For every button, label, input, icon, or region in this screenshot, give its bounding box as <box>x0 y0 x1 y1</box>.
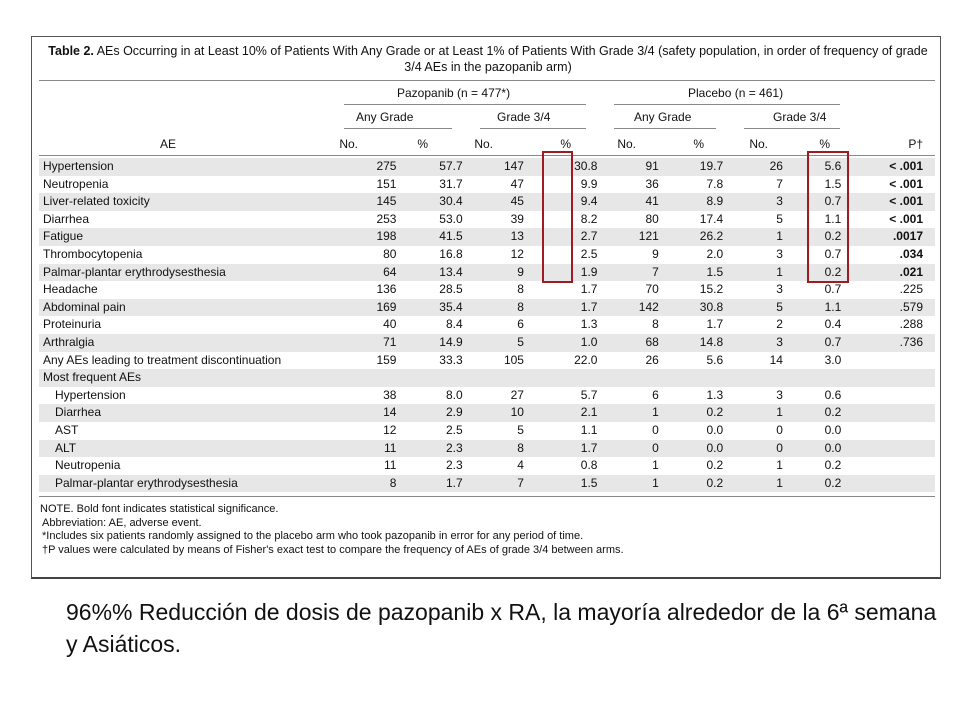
count-cell: 136 <box>376 282 397 297</box>
note-line: Abbreviation: AE, adverse event. <box>42 516 202 529</box>
ae-name: Palmar-plantar erythrodysesthesia <box>39 475 354 493</box>
p-value-cell <box>841 404 935 422</box>
count-cell: 1 <box>776 458 783 473</box>
ae-name: Abdominal pain <box>39 299 354 317</box>
percent-cell: 1.9 <box>524 264 598 282</box>
p-value-cell <box>841 475 935 493</box>
header-pct: % <box>560 137 571 151</box>
percent-cell: 19.7 <box>659 158 723 176</box>
table-row <box>39 176 935 194</box>
count-cell: 1 <box>723 264 783 282</box>
table-row <box>39 334 935 352</box>
count-cell: 68 <box>597 334 658 352</box>
table-notes <box>40 503 624 557</box>
count-cell: 3 <box>723 193 783 211</box>
count-cell: 121 <box>597 228 658 246</box>
count-cell: 11 <box>384 458 397 473</box>
count-cell: 64 <box>354 264 396 282</box>
percent-cell: 8.2 <box>580 211 598 226</box>
percent-cell: 14.9 <box>396 334 462 352</box>
percent-cell: 0.4 <box>824 317 842 332</box>
header-no: No. <box>749 137 768 151</box>
percent-cell: 28.5 <box>439 282 463 297</box>
count-cell: 8 <box>354 475 396 493</box>
ae-name: Diarrhea <box>39 404 354 422</box>
count-cell: 105 <box>503 352 524 367</box>
percent-cell: 30.8 <box>659 299 723 317</box>
percent-cell: 0.7 <box>783 193 841 211</box>
percent-cell: 0.2 <box>783 228 841 246</box>
count-cell: 11 <box>354 440 396 458</box>
count-cell: 198 <box>354 228 396 246</box>
table-row <box>39 193 935 211</box>
header-divider <box>39 155 935 156</box>
p-value-cell <box>841 457 935 475</box>
table-row <box>39 299 935 317</box>
count-cell <box>597 369 658 387</box>
p-value-cell: < .001 <box>889 176 923 191</box>
table-row <box>39 246 935 264</box>
ae-name: Diarrhea <box>43 211 90 226</box>
count-cell: 0 <box>776 422 783 437</box>
percent-cell: 26.2 <box>659 228 723 246</box>
percent-cell <box>783 369 841 387</box>
percent-cell: 8.0 <box>445 387 463 402</box>
count-cell <box>723 369 783 387</box>
caption-label: Table 2. <box>48 44 94 58</box>
p-value-cell: < .001 <box>889 211 923 226</box>
percent-cell: 1.1 <box>580 422 598 437</box>
count-cell: 7 <box>597 264 658 282</box>
count-cell: 40 <box>383 317 397 332</box>
p-value-cell <box>841 387 935 405</box>
percent-cell: 1.3 <box>706 387 724 402</box>
count-cell: 5 <box>776 211 783 226</box>
percent-cell: 0.7 <box>783 334 841 352</box>
percent-cell: 33.3 <box>439 352 463 367</box>
percent-cell: 1.7 <box>524 299 598 317</box>
count-cell <box>354 369 396 387</box>
count-cell: 47 <box>510 176 524 191</box>
percent-cell: 5.6 <box>783 158 841 176</box>
percent-cell: 2.5 <box>580 246 598 261</box>
percent-cell: 3.0 <box>824 352 842 367</box>
percent-cell: 2.1 <box>524 404 598 422</box>
count-cell: 6 <box>517 317 524 332</box>
p-value-cell: < .001 <box>841 158 935 176</box>
caption-divider <box>39 80 935 81</box>
percent-cell: 2.7 <box>524 228 598 246</box>
count-cell: 3 <box>723 334 783 352</box>
percent-cell: 0.0 <box>659 440 723 458</box>
p-value-cell: .225 <box>899 282 923 297</box>
header-pct: % <box>819 137 830 151</box>
ae-name: Any AEs leading to treatment discontinuation <box>43 352 282 367</box>
count-cell: 7 <box>463 475 524 493</box>
rule-plc-g34 <box>744 128 840 129</box>
ae-name: Hypertension <box>39 158 354 176</box>
ae-name: Palmar-plantar erythrodysesthesia <box>39 264 354 282</box>
count-cell: 159 <box>376 352 397 367</box>
count-cell: 8 <box>463 299 524 317</box>
percent-cell: 1.1 <box>783 299 841 317</box>
ae-name: Neutropenia <box>55 458 121 473</box>
count-cell: 5 <box>463 334 524 352</box>
ae-name: Arthralgia <box>39 334 354 352</box>
percent-cell: 0.0 <box>706 422 724 437</box>
table-row <box>39 387 935 405</box>
percent-cell: 0.6 <box>824 387 842 402</box>
count-cell <box>463 369 524 387</box>
count-cell: 142 <box>597 299 658 317</box>
header-placebo: Placebo (n = 461) <box>688 86 784 100</box>
percent-cell: 0.7 <box>824 246 842 261</box>
percent-cell: 1.0 <box>524 334 598 352</box>
ae-name: Thrombocytopenia <box>43 246 143 261</box>
percent-cell: 1.7 <box>706 317 724 332</box>
percent-cell: 1.5 <box>659 264 723 282</box>
percent-cell: 2.9 <box>396 404 462 422</box>
percent-cell: 9.9 <box>580 176 598 191</box>
table-row <box>39 440 935 458</box>
count-cell: 5 <box>723 299 783 317</box>
p-value-cell: .0017 <box>841 228 935 246</box>
header-paz-any: Any Grade <box>356 110 414 124</box>
count-cell: 1 <box>597 475 658 493</box>
count-cell: 13 <box>463 228 524 246</box>
notes-divider <box>39 496 935 497</box>
p-value-cell <box>841 369 935 387</box>
percent-cell: 1.1 <box>824 211 842 226</box>
percent-cell: 1.7 <box>524 440 598 458</box>
header-plc-any: Any Grade <box>634 110 692 124</box>
slide-summary-text: 96%% Reducción de dosis de pazopanib x RA, la mayoría alrededor de la 6ª semana y Asiáticos. <box>66 599 937 657</box>
p-value-cell <box>841 422 935 440</box>
count-cell: 38 <box>383 387 397 402</box>
count-cell: 145 <box>354 193 396 211</box>
count-cell: 12 <box>383 422 397 437</box>
p-value-cell: < .001 <box>841 193 935 211</box>
percent-cell: 0.2 <box>783 475 841 493</box>
rule-placebo <box>614 104 840 105</box>
table-row <box>39 281 935 299</box>
note-line: NOTE. Bold font indicates statistical significance. <box>40 503 279 515</box>
header-ae: AE <box>160 137 177 151</box>
count-cell: 0 <box>597 440 658 458</box>
percent-cell: 31.7 <box>439 176 463 191</box>
percent-cell: 0.0 <box>783 440 841 458</box>
count-cell: 1 <box>723 228 783 246</box>
count-cell: 1 <box>652 458 659 473</box>
table-frame <box>31 36 941 579</box>
count-cell: 3 <box>776 246 783 261</box>
highlight-box-placebo-grade34-pct <box>807 151 849 283</box>
table-row <box>39 475 935 493</box>
header-plc-g34: Grade 3/4 <box>773 110 827 124</box>
count-cell: 3 <box>776 282 783 297</box>
percent-cell <box>396 369 462 387</box>
count-cell: 8 <box>463 440 524 458</box>
ae-name: Headache <box>43 282 98 297</box>
count-cell: 36 <box>645 176 659 191</box>
percent-cell: 2.3 <box>445 458 463 473</box>
percent-cell: 1.7 <box>580 282 598 297</box>
percent-cell: 0.2 <box>659 404 723 422</box>
table-row <box>39 422 935 440</box>
count-cell: 5 <box>517 422 524 437</box>
percent-cell: 0.7 <box>824 282 842 297</box>
highlight-box-pazopanib-grade34-pct <box>542 151 573 283</box>
p-value-cell: .288 <box>899 317 923 332</box>
table-row <box>39 158 935 176</box>
table-row <box>39 316 935 334</box>
count-cell: 45 <box>463 193 524 211</box>
header-paz-g34: Grade 3/4 <box>497 110 551 124</box>
note-line: †P values were calculated by means of Fisher's exact test to compare the frequency of AEs of grade 3/4 between arms. <box>42 543 624 556</box>
p-value-cell: .034 <box>899 246 923 261</box>
percent-cell: 15.2 <box>699 282 724 297</box>
count-cell: 91 <box>597 158 658 176</box>
percent-cell: 30.8 <box>524 158 598 176</box>
count-cell: 169 <box>354 299 396 317</box>
count-cell: 8 <box>517 282 524 297</box>
percent-cell: 1.7 <box>396 475 462 493</box>
count-cell: 1 <box>597 404 658 422</box>
count-cell: 70 <box>645 282 659 297</box>
percent-cell: 0.8 <box>580 458 598 473</box>
count-cell: 12 <box>510 246 524 261</box>
percent-cell: 0.2 <box>783 264 841 282</box>
p-value-cell: .579 <box>841 299 935 317</box>
count-cell: 7 <box>776 176 783 191</box>
count-cell: 9 <box>652 246 659 261</box>
p-value-cell <box>841 352 935 370</box>
count-cell: 151 <box>376 176 397 191</box>
percent-cell: 5.6 <box>706 352 724 367</box>
count-cell: 26 <box>645 352 659 367</box>
p-value-cell: .021 <box>841 264 935 282</box>
rule-plc-any <box>614 128 716 129</box>
count-cell: 8 <box>652 317 659 332</box>
ae-name: Hypertension <box>55 387 126 402</box>
count-cell: 3 <box>776 387 783 402</box>
ae-name: ALT <box>39 440 354 458</box>
percent-cell: 0.0 <box>824 422 842 437</box>
count-cell: 0 <box>723 440 783 458</box>
count-cell: 2 <box>776 317 783 332</box>
rule-pazopanib <box>344 104 586 105</box>
count-cell: 71 <box>354 334 396 352</box>
table-row <box>39 352 935 370</box>
table-row <box>39 211 935 229</box>
percent-cell: 8.4 <box>445 317 463 332</box>
percent-cell: 57.7 <box>396 158 462 176</box>
percent-cell: 7.8 <box>706 176 724 191</box>
count-cell: 14 <box>354 404 396 422</box>
count-cell: 0 <box>652 422 659 437</box>
count-cell: 253 <box>376 211 397 226</box>
note-line: *Includes six patients randomly assigned to the placebo arm who took pazopanib in error for any period of time. <box>42 530 584 542</box>
rule-paz-any <box>344 128 452 129</box>
count-cell: 80 <box>383 246 397 261</box>
percent-cell <box>659 369 723 387</box>
percent-cell: 1.5 <box>824 176 842 191</box>
percent-cell: 13.4 <box>396 264 462 282</box>
percent-cell: 1.5 <box>524 475 598 493</box>
count-cell: 39 <box>510 211 524 226</box>
percent-cell <box>524 369 598 387</box>
header-p: P† <box>908 137 923 151</box>
count-cell: 10 <box>463 404 524 422</box>
ae-name: Most frequent AEs <box>39 369 354 387</box>
table-caption <box>40 43 936 75</box>
table-row <box>39 404 935 422</box>
count-cell: 4 <box>517 458 524 473</box>
ae-name: Proteinuria <box>43 317 102 332</box>
count-cell: 41 <box>597 193 658 211</box>
header-pct: % <box>417 137 428 151</box>
percent-cell: 5.7 <box>580 387 598 402</box>
header-no: No. <box>617 137 636 151</box>
count-cell: 14 <box>769 352 783 367</box>
count-cell: 1 <box>723 475 783 493</box>
percent-cell: 35.4 <box>396 299 462 317</box>
table-row <box>39 264 935 282</box>
count-cell: 27 <box>510 387 524 402</box>
p-value-cell: .736 <box>841 334 935 352</box>
count-cell: 147 <box>463 158 524 176</box>
header-no: No. <box>474 137 493 151</box>
percent-cell: 9.4 <box>524 193 598 211</box>
percent-cell: 30.4 <box>396 193 462 211</box>
percent-cell: 22.0 <box>574 352 598 367</box>
ae-table <box>39 158 935 492</box>
header-pct: % <box>693 137 704 151</box>
percent-cell: 14.8 <box>659 334 723 352</box>
count-cell: 26 <box>723 158 783 176</box>
percent-cell: 0.2 <box>824 458 842 473</box>
percent-cell: 0.2 <box>783 404 841 422</box>
count-cell: 1 <box>723 404 783 422</box>
header-pazopanib: Pazopanib (n = 477*) <box>397 86 511 100</box>
ae-name: Fatigue <box>39 228 354 246</box>
count-cell: 275 <box>354 158 396 176</box>
count-cell: 80 <box>645 211 659 226</box>
percent-cell: 41.5 <box>396 228 462 246</box>
percent-cell: 17.4 <box>699 211 724 226</box>
percent-cell: 8.9 <box>659 193 723 211</box>
percent-cell: 0.2 <box>659 475 723 493</box>
percent-cell: 0.2 <box>706 458 724 473</box>
ae-name: Neutropenia <box>43 176 109 191</box>
p-value-cell <box>841 440 935 458</box>
percent-cell: 2.3 <box>396 440 462 458</box>
caption-text: AEs Occurring in at Least 10% of Patients With Any Grade or at Least 1% of Patients With Grade 3/4 (safety population, in order of frequency of grade 3/4 AEs in the pazopanib arm) <box>93 44 928 74</box>
percent-cell: 1.3 <box>580 317 598 332</box>
ae-name: AST <box>55 422 79 437</box>
count-cell: 9 <box>463 264 524 282</box>
table-row <box>39 228 935 246</box>
table-row <box>39 457 935 475</box>
percent-cell: 2.0 <box>706 246 724 261</box>
table-row <box>39 369 935 387</box>
header-no: No. <box>339 137 358 151</box>
count-cell: 6 <box>652 387 659 402</box>
percent-cell: 16.8 <box>439 246 463 261</box>
ae-name: Liver-related toxicity <box>39 193 354 211</box>
rule-paz-g34 <box>480 128 586 129</box>
percent-cell: 53.0 <box>439 211 463 226</box>
percent-cell: 2.5 <box>445 422 463 437</box>
